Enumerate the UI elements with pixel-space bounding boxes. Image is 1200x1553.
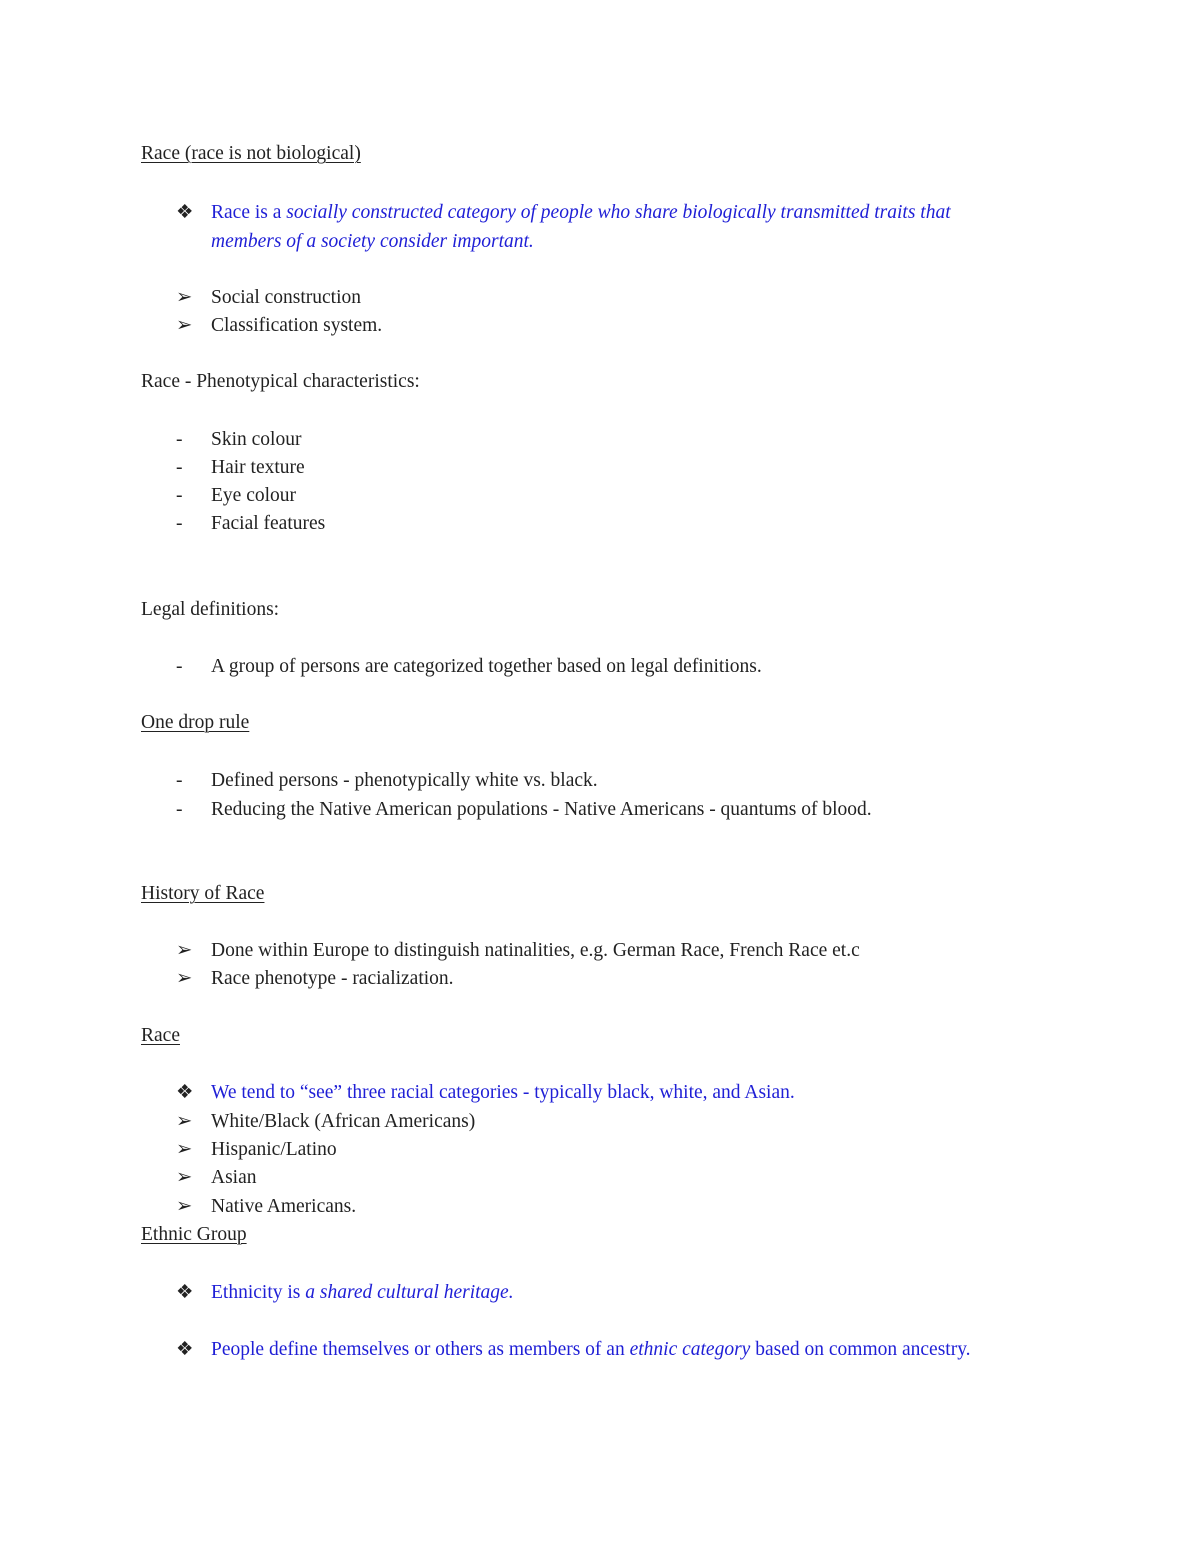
arrow-bullet-icon: ➢ xyxy=(176,1111,193,1132)
ancestry-italic: ethnic category xyxy=(629,1339,751,1360)
list-item-text: Eye colour xyxy=(211,485,297,506)
heading-legal-definitions: Legal definitions: xyxy=(141,599,280,620)
list-item-text: Skin colour xyxy=(211,429,302,450)
arrow-bullet-icon: ➢ xyxy=(176,315,193,336)
list-item-text: Classification system. xyxy=(211,315,383,336)
ancestry-suffix: based on common ancestry. xyxy=(750,1339,971,1360)
dash-bullet-icon: - xyxy=(176,485,183,506)
dash-bullet-icon: - xyxy=(176,799,183,820)
heading-ethnic-group: Ethnic Group xyxy=(141,1224,247,1245)
arrow-bullet-icon: ➢ xyxy=(176,940,193,961)
heading-race-not-biological: Race (race is not biological) xyxy=(141,143,361,164)
arrow-bullet-icon: ➢ xyxy=(176,968,193,989)
definition-italic-continued: members of a society consider important. xyxy=(211,231,534,252)
heading-one-drop-rule: One drop rule xyxy=(141,712,250,733)
list-item-text: Native Americans. xyxy=(211,1196,357,1217)
ethnicity-italic: a shared cultural heritage. xyxy=(305,1282,514,1303)
dash-bullet-icon: - xyxy=(176,656,183,677)
arrow-bullet-icon: ➢ xyxy=(176,1139,193,1160)
definition-prefix: Race is a xyxy=(211,202,287,223)
list-item-text: Done within Europe to distinguish natinalities, e.g. German Race, French Race et.c xyxy=(211,940,860,961)
ancestry-prefix: People define themselves or others as members of an xyxy=(211,1339,630,1360)
diamond-bullet-icon: ❖ xyxy=(176,1339,194,1360)
list-item-text: Race phenotype - racialization. xyxy=(211,968,454,989)
heading-phenotypical: Race - Phenotypical characteristics: xyxy=(141,371,420,392)
ethnicity-prefix: Ethnicity is xyxy=(211,1282,306,1303)
dash-bullet-icon: - xyxy=(176,429,183,450)
list-item-text: We tend to “see” three racial categories - typically black, white, and Asian. xyxy=(211,1082,795,1103)
list-item-text: Social construction xyxy=(211,287,362,308)
list-item-text: White/Black (African Americans) xyxy=(211,1111,476,1132)
dash-bullet-icon: - xyxy=(176,457,183,478)
heading-history-of-race: History of Race xyxy=(141,883,265,904)
dash-bullet-icon: - xyxy=(176,513,183,534)
diamond-bullet-icon: ❖ xyxy=(176,1282,194,1303)
list-item-text: Reducing the Native American populations - Native Americans - quantums of blood. xyxy=(211,799,872,820)
list-item-text: Hair texture xyxy=(211,457,305,478)
diamond-bullet-icon: ❖ xyxy=(176,1082,194,1103)
diamond-bullet-icon: ❖ xyxy=(176,202,194,223)
arrow-bullet-icon: ➢ xyxy=(176,1167,193,1188)
list-item-text: Facial features xyxy=(211,513,326,534)
list-item-text: A group of persons are categorized together based on legal definitions. xyxy=(211,656,762,677)
definition-italic: socially constructed category of people who share biologically transmitted traits that xyxy=(286,202,951,223)
arrow-bullet-icon: ➢ xyxy=(176,287,193,308)
dash-bullet-icon: - xyxy=(176,770,183,791)
heading-race: Race xyxy=(141,1025,180,1046)
list-item-text: Asian xyxy=(211,1167,257,1188)
arrow-bullet-icon: ➢ xyxy=(176,1196,193,1217)
list-item-text: Hispanic/Latino xyxy=(211,1139,337,1160)
list-item-text: Defined persons - phenotypically white vs. black. xyxy=(211,770,598,791)
